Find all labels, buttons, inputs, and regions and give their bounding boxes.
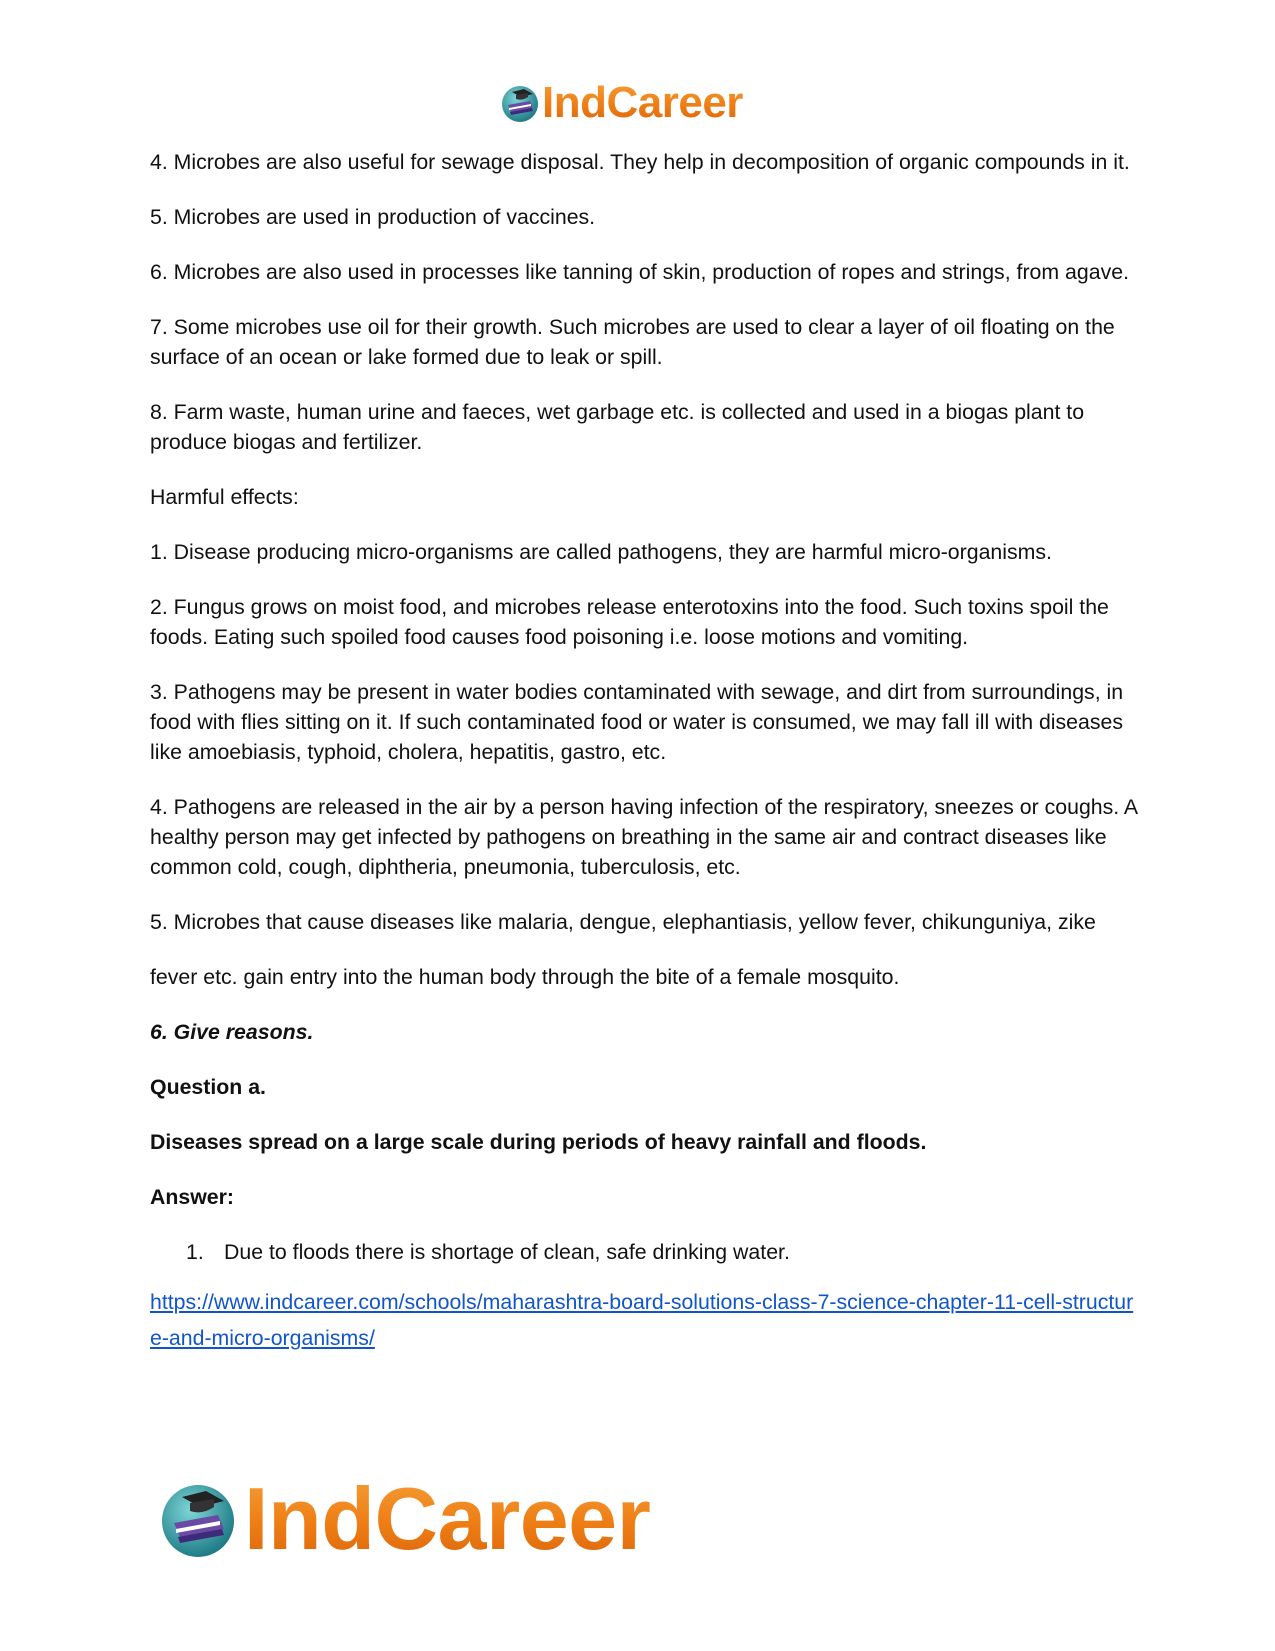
paragraph: fever etc. gain entry into the human body through the bite of a female mosquito. (150, 965, 900, 989)
paragraph: 7. Some microbes use oil for their growth. Such microbes are used to clear a layer of oil floating on the surface of an ocean or lake formed due to leak or spill. (150, 315, 1115, 369)
paragraph: 4. Microbes are also useful for sewage disposal. They help in decomposition of organic compounds in it. (150, 150, 1130, 174)
footer-logo (158, 1468, 650, 1570)
logo-wordmark: IndCareer (244, 1469, 651, 1568)
subheading-harmful-effects: Harmful effects: (150, 485, 299, 509)
logo-wordmark: IndCareer (542, 78, 743, 127)
section-heading: 6. Give reasons. (150, 1020, 314, 1044)
answer-list-item (150, 1237, 1140, 1267)
paragraph: 1. Disease producing micro-organisms are called pathogens, they are harmful micro-organisms. (150, 540, 1052, 564)
header-logo (500, 78, 743, 128)
paragraph: 5. Microbes are used in production of vaccines. (150, 205, 596, 229)
paragraph: 4. Pathogens are released in the air by a person having infection of the respiratory, sneezes or coughs. A healthy person may get infected by pathogens on breathing in the same air and contract diseases like common cold, cough, diphtheria, pneumonia, tuberculosis, etc. (150, 795, 1137, 879)
paragraph: 8. Farm waste, human urine and faeces, wet garbage etc. is collected and used in a biogas plant to produce biogas and fertilizer. (150, 400, 1085, 454)
question-text: Diseases spread on a large scale during periods of heavy rainfall and floods. (150, 1130, 927, 1154)
paragraph: 3. Pathogens may be present in water bodies contaminated with sewage, and dirt from surroundings, in food with flies sitting on it. If such contaminated food or water is consumed, we may fall ill with diseases like amoebiasis, typhoid, cholera, hepatitis, gastro, etc. (150, 680, 1124, 764)
paragraph: 6. Microbes are also used in processes like tanning of skin, production of ropes and strings, from agave. (150, 260, 1129, 284)
answer-label: Answer: (150, 1185, 235, 1209)
book-globe-icon (500, 83, 540, 123)
paragraph: 5. Microbes that cause diseases like malaria, dengue, elephantiasis, yellow fever, chikunguniya, zike (150, 910, 1096, 934)
list-item-text: Due to floods there is shortage of clean, safe drinking water. (224, 1240, 790, 1264)
book-globe-icon (158, 1479, 238, 1559)
question-label: Question a. (150, 1075, 266, 1099)
source-link[interactable]: https://www.indcareer.com/schools/maharashtra-board-solutions-class-7-science-chapter-11-cell-structure-and-micro-organisms/ (150, 1290, 1134, 1350)
paragraph: 2. Fungus grows on moist food, and microbes release enterotoxins into the food. Such toxins spoil the foods. Eating such spoiled food causes food poisoning i.e. loose motions and vomiting. (150, 595, 1109, 649)
document-body (150, 147, 1140, 1356)
list-item-number: 1. (186, 1240, 204, 1264)
